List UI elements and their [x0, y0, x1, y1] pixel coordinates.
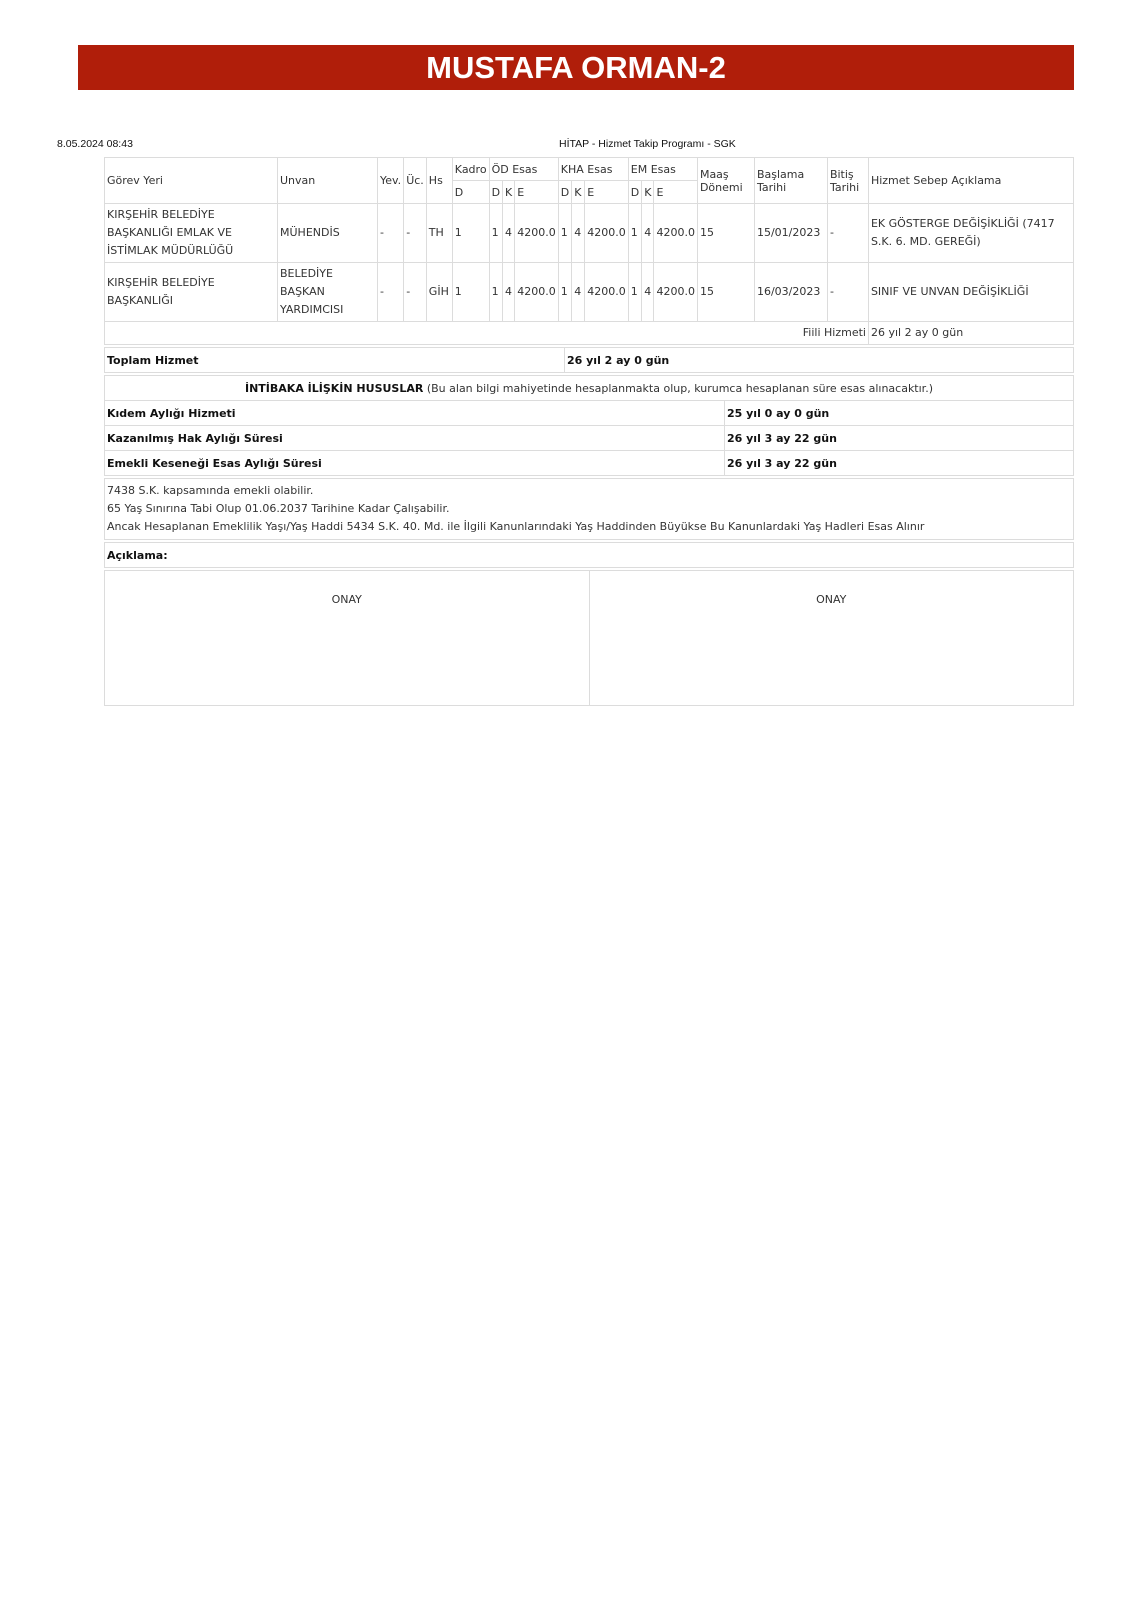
cell-em-k: 4 [642, 263, 654, 322]
program-title: HİTAP - Hizmet Takip Programı - SGK [559, 138, 736, 150]
cell-yev: - [378, 204, 404, 263]
col-em-esas: EM Esas [628, 158, 697, 181]
cell-bitis: - [827, 263, 868, 322]
cell-kha-e: 4200.0 [585, 263, 629, 322]
emekli-label: Emekli Keseneği Esas Aylığı Süresi [105, 451, 725, 476]
intibak-table [104, 375, 1074, 476]
col-uc: Üc. [404, 158, 427, 204]
intibak-heading [105, 376, 1074, 401]
cell-em-e: 4200.0 [654, 204, 698, 263]
print-date: 8.05.2024 08:43 [57, 138, 133, 150]
cell-kadro-d: 1 [452, 263, 489, 322]
cell-hs: GİH [426, 263, 452, 322]
toplam-hizmet-label: Toplam Hizmet [105, 348, 565, 373]
cell-kha-d: 1 [558, 204, 571, 263]
cell-od-e: 4200.0 [515, 204, 559, 263]
fiili-hizmet-value: 26 yıl 2 ay 0 gün [868, 322, 1073, 345]
col-kadro-d: D [452, 181, 489, 204]
emekli-value: 26 yıl 3 ay 22 gün [725, 451, 1074, 476]
onay-left: ONAY [105, 571, 590, 706]
col-bitis-tarihi: Bitiş Tarihi [827, 158, 868, 204]
col-hizmet-sebep: Hizmet Sebep Açıklama [868, 158, 1073, 204]
cell-maas-donemi: 15 [697, 263, 754, 322]
col-kha-k: K [572, 181, 585, 204]
cell-od-d: 1 [489, 263, 502, 322]
kazanilmis-label: Kazanılmış Hak Aylığı Süresi [105, 426, 725, 451]
fiili-hizmet-row [105, 322, 1074, 345]
toplam-hizmet-row [105, 348, 1074, 373]
cell-kadro-d: 1 [452, 204, 489, 263]
aciklama-label: Açıklama: [105, 543, 1074, 568]
cell-od-e: 4200.0 [515, 263, 559, 322]
cell-uc: - [404, 263, 427, 322]
service-table [104, 157, 1074, 345]
note-line: Ancak Hesaplanan Emeklilik Yaşı/Yaş Haddi 5434 S.K. 40. Md. ile İlgili Kanunlarındaki Yaş Haddinden Büyükse Bu Kanunlardaki Yaş Hadleri Esas Alınır [107, 520, 925, 533]
onay-right: ONAY [589, 571, 1074, 706]
notes-cell [105, 479, 1074, 540]
fiili-hizmet-label: Fiili Hizmeti [105, 322, 869, 345]
cell-em-k: 4 [642, 204, 654, 263]
aciklama-table [104, 542, 1074, 568]
cell-em-d: 1 [628, 263, 641, 322]
notes-row [105, 479, 1074, 540]
cell-uc: - [404, 204, 427, 263]
col-kadro: Kadro [452, 158, 489, 181]
col-hs: Hs [426, 158, 452, 204]
cell-kha-d: 1 [558, 263, 571, 322]
cell-sebep: EK GÖSTERGE DEĞİŞİKLİĞİ (7417 S.K. 6. MD. GEREĞİ) [868, 204, 1073, 263]
cell-od-d: 1 [489, 204, 502, 263]
col-od-d: D [489, 181, 502, 204]
emekli-row [105, 451, 1074, 476]
cell-em-d: 1 [628, 204, 641, 263]
kazanilmis-value: 26 yıl 3 ay 22 gün [725, 426, 1074, 451]
cell-kha-k: 4 [572, 263, 585, 322]
toplam-hizmet-value: 26 yıl 2 ay 0 gün [565, 348, 1074, 373]
kidem-label: Kıdem Aylığı Hizmeti [105, 401, 725, 426]
cell-bitis: - [827, 204, 868, 263]
cell-sebep: SINIF VE UNVAN DEĞİŞİKLİĞİ [868, 263, 1073, 322]
cell-unvan: BELEDİYE BAŞKAN YARDIMCISI [278, 263, 378, 322]
page-title-banner: MUSTAFA ORMAN-2 [78, 45, 1074, 90]
col-od-k: K [503, 181, 515, 204]
intibak-header-row [105, 376, 1074, 401]
cell-kha-k: 4 [572, 204, 585, 263]
col-em-k: K [642, 181, 654, 204]
cell-baslama: 16/03/2023 [754, 263, 827, 322]
col-baslama-tarihi: Başlama Tarihi [754, 158, 827, 204]
cell-gorev-yeri: KIRŞEHİR BELEDİYE BAŞKANLIĞI [105, 263, 278, 322]
kidem-value: 25 yıl 0 ay 0 gün [725, 401, 1074, 426]
col-em-d: D [628, 181, 641, 204]
kidem-row [105, 401, 1074, 426]
cell-gorev-yeri: KIRŞEHİR BELEDİYE BAŞKANLIĞI EMLAK VE İSTİMLAK MÜDÜRLÜĞÜ [105, 204, 278, 263]
toplam-hizmet-table [104, 347, 1074, 373]
cell-od-k: 4 [503, 263, 515, 322]
cell-baslama: 15/01/2023 [754, 204, 827, 263]
col-od-e: E [515, 181, 559, 204]
kazanilmis-row [105, 426, 1074, 451]
cell-em-e: 4200.0 [654, 263, 698, 322]
cell-hs: TH [426, 204, 452, 263]
col-yev: Yev. [378, 158, 404, 204]
col-em-e: E [654, 181, 698, 204]
cell-od-k: 4 [503, 204, 515, 263]
header-row-top [105, 158, 1074, 181]
col-gorev-yeri: Görev Yeri [105, 158, 278, 204]
onay-row [105, 571, 1074, 706]
table-row [105, 204, 1074, 263]
intibak-note: (Bu alan bilgi mahiyetinde hesaplanmakta olup, kurumca hesaplanan süre esas alınacaktır.) [423, 381, 933, 395]
aciklama-row [105, 543, 1074, 568]
service-record-document [104, 157, 1074, 706]
col-maas-donemi: Maaş Dönemi [697, 158, 754, 204]
note-line: 65 Yaş Sınırına Tabi Olup 01.06.2037 Tarihine Kadar Çalışabilir. [107, 502, 450, 515]
note-line: 7438 S.K. kapsamında emekli olabilir. [107, 484, 314, 497]
cell-kha-e: 4200.0 [585, 204, 629, 263]
col-od-esas: ÖD Esas [489, 158, 558, 181]
col-kha-d: D [558, 181, 571, 204]
cell-yev: - [378, 263, 404, 322]
col-unvan: Unvan [278, 158, 378, 204]
intibak-title: İNTİBAKA İLİŞKİN HUSUSLAR [245, 381, 424, 395]
cell-maas-donemi: 15 [697, 204, 754, 263]
cell-unvan: MÜHENDİS [278, 204, 378, 263]
table-row [105, 263, 1074, 322]
notes-table [104, 478, 1074, 540]
col-kha-esas: KHA Esas [558, 158, 628, 181]
col-kha-e: E [585, 181, 629, 204]
onay-table [104, 570, 1074, 706]
